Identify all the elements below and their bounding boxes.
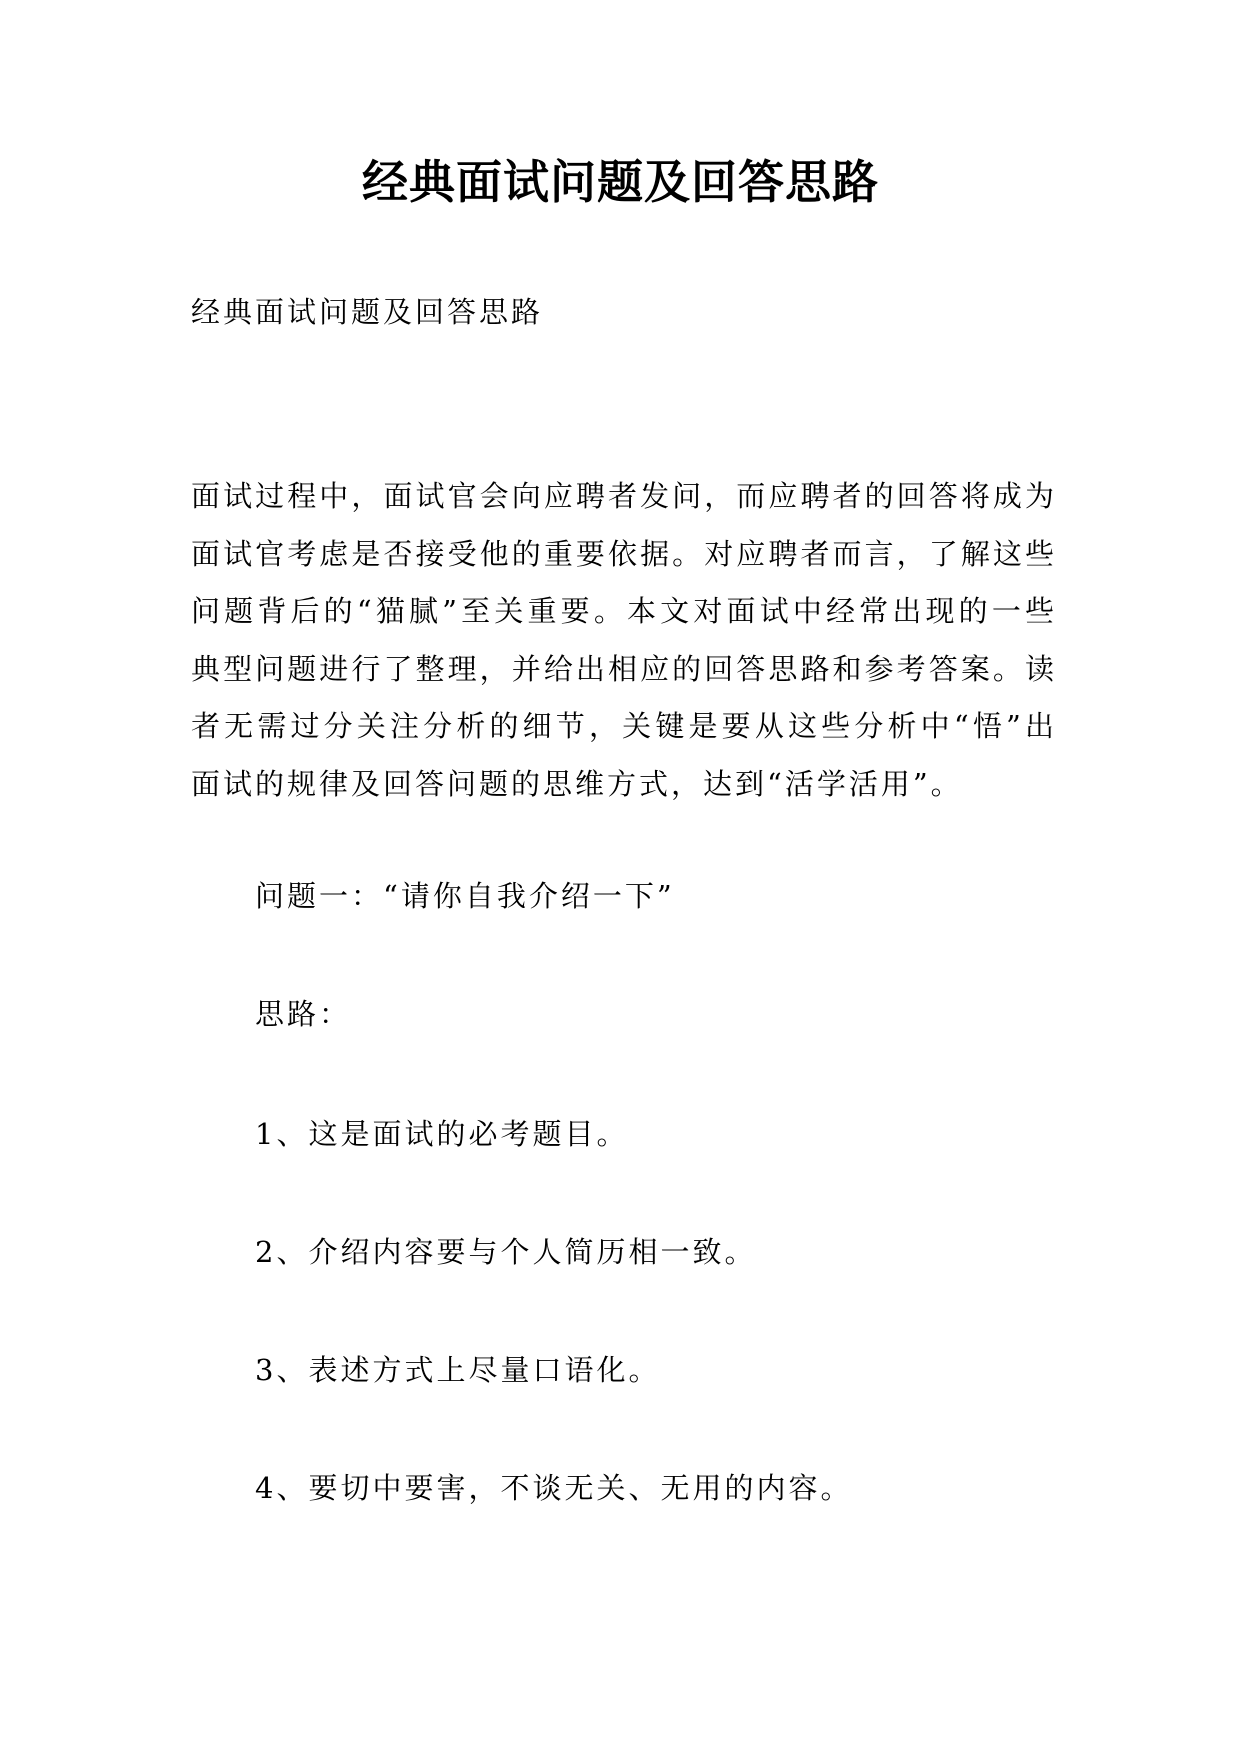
- thinking-point-2: 2、介绍内容要与个人简历相一致。: [255, 1235, 757, 1269]
- thinking-point-4: 4、要切中要害，不谈无关、无用的内容。: [255, 1471, 853, 1505]
- intro-paragraph: 面试过程中，面试官会向应聘者发问，而应聘者的回答将成为面试官考虑是否接受他的重要依据。对应聘者而言，了解这些问题背后的“猫腻”至关重要。本文对面试中经常出现的一些典型问题进行了整理，并给出相应的回答思路和参考答案。读者无需过分关注分析的细节，关键是要从这些分析中“悟”出面试的规律及回答问题的思维方式，达到“活学活用”。: [191, 479, 1057, 801]
- thinking-point-3: 3、表述方式上尽量口语化。: [255, 1353, 661, 1387]
- thinking-point-1: 1、这是面试的必考题目。: [255, 1117, 629, 1151]
- question-one-heading: 问题一：“请你自我介绍一下”: [255, 879, 675, 913]
- page-title: 经典面试问题及回答思路: [362, 155, 879, 209]
- document-subtitle: 经典面试问题及回答思路: [191, 295, 544, 329]
- thinking-label: 思路：: [255, 997, 352, 1031]
